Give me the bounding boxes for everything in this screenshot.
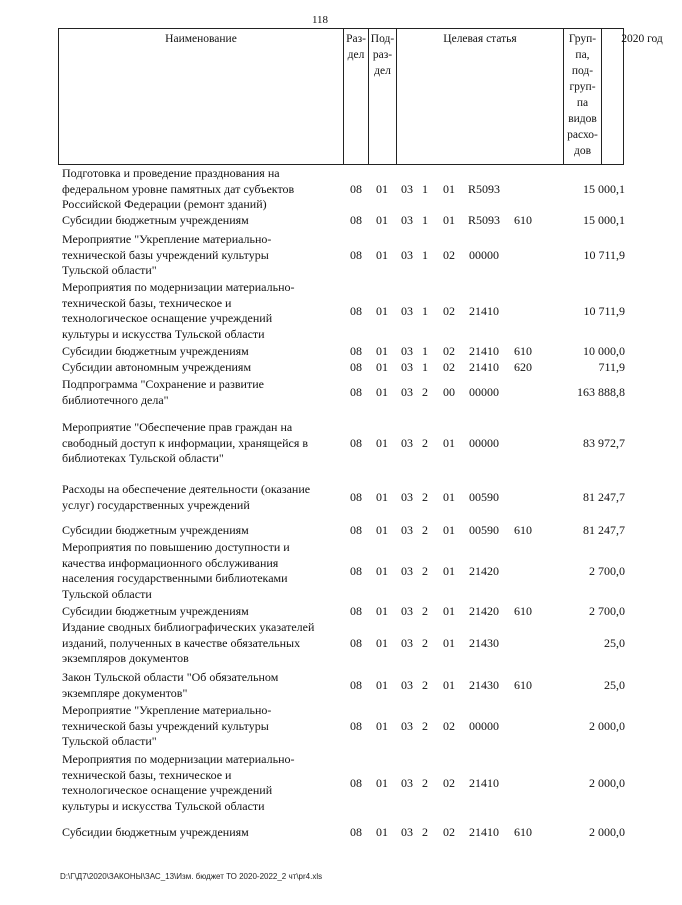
row-celevaya-4: 00000 [469, 436, 499, 450]
row-celevaya-1: 03 [401, 182, 413, 196]
row-podrazdel: 01 [376, 678, 388, 692]
row-name-line: технической базы учреждений культуры [62, 247, 269, 262]
row-podrazdel: 01 [376, 564, 388, 578]
row-celevaya-2: 2 [422, 490, 428, 504]
row-amount: 163 888,8 [577, 385, 625, 399]
header-celevaya: Целевая статья [397, 29, 564, 164]
header-year-label: 2020 год [621, 33, 663, 45]
row-celevaya-3: 01 [443, 436, 455, 450]
row-razdel: 08 [350, 604, 362, 618]
row-name [62, 344, 344, 360]
row-name [62, 166, 344, 213]
row-celevaya-2: 2 [422, 523, 428, 537]
row-name-line: населения государственными библиотеками [62, 571, 288, 586]
header-razdel-line: дел [347, 49, 365, 61]
header-gruppa-line: па [576, 97, 589, 109]
row-podrazdel: 01 [376, 248, 388, 262]
row-razdel: 08 [350, 436, 362, 450]
header-gruppa-line: па, [575, 49, 590, 61]
row-name [62, 540, 344, 602]
row-celevaya-3: 02 [443, 304, 455, 318]
row-celevaya-4: 21420 [469, 564, 499, 578]
row-name-line: Российской Федерации (ремонт зданий) [62, 197, 267, 212]
row-celevaya-1: 03 [401, 344, 413, 358]
row-celevaya-4: R5093 [467, 182, 500, 196]
row-celevaya-4: 00000 [469, 719, 499, 733]
row-name-line: технической базы, техническое и [62, 767, 232, 782]
row-celevaya-1: 03 [401, 213, 413, 227]
row-celevaya-4: 21430 [469, 678, 499, 692]
row-celevaya-2: 1 [422, 213, 428, 227]
row-gruppa: 620 [514, 360, 532, 374]
row-celevaya-3: 01 [443, 490, 455, 504]
row-name-line: Подготовка и проведение празднования на [62, 166, 280, 180]
row-celevaya-2: 1 [422, 344, 428, 358]
row-name-line: Мероприятие "Укрепление материально- [62, 703, 272, 717]
table-header [58, 28, 663, 165]
row-celevaya-2: 2 [422, 719, 428, 733]
row-celevaya-1: 03 [401, 436, 413, 450]
row-celevaya-2: 2 [422, 564, 428, 578]
row-name-line: услуг) государственных учреждений [62, 497, 250, 512]
row-name [62, 232, 344, 279]
row-name-line: Субсидии бюджетным учреждениям [62, 825, 249, 839]
row-name-line: Мероприятия по модернизации материально- [62, 280, 295, 294]
row-name-line: Закон Тульской области "Об обязательном [62, 670, 279, 684]
header-podrazdel-line: дел [374, 65, 391, 77]
row-celevaya-4: 21410 [469, 344, 499, 358]
row-name-line: Тульской области [62, 586, 152, 601]
row-amount: 711,9 [598, 360, 625, 374]
row-amount: 2 000,0 [589, 776, 625, 790]
row-celevaya-3: 02 [443, 776, 455, 790]
row-name-line: Расходы на обеспечение деятельности (оказание [62, 482, 311, 496]
row-razdel: 08 [350, 719, 362, 733]
row-celevaya-3: 01 [443, 213, 455, 227]
row-name-line: Субсидии бюджетным учреждениям [62, 604, 249, 618]
row-name-line: культуры и искусства Тульской области [62, 326, 265, 341]
row-name-line: библиотеках Тульской области" [62, 451, 224, 466]
row-name-line: технической базы учреждений культуры [62, 718, 269, 733]
row-razdel: 08 [350, 385, 362, 399]
row-name-line: технологическое оснащение учреждений [62, 783, 273, 798]
row-amount: 83 972,7 [583, 436, 625, 450]
row-celevaya-3: 01 [443, 523, 455, 537]
row-celevaya-3: 01 [443, 604, 455, 618]
row-name-line: культуры и искусства Тульской области [62, 798, 265, 813]
row-celevaya-2: 2 [422, 776, 428, 790]
row-name-line: библиотечного дела" [62, 392, 169, 407]
row-celevaya-1: 03 [401, 604, 413, 618]
row-celevaya-1: 03 [401, 719, 413, 733]
row-celevaya-1: 03 [401, 636, 413, 650]
row-name [62, 670, 344, 701]
row-podrazdel: 01 [376, 182, 388, 196]
header-razdel [344, 29, 369, 164]
row-amount: 81 247,7 [583, 523, 625, 537]
row-name [62, 360, 344, 376]
row-gruppa: 610 [514, 604, 532, 618]
row-celevaya-1: 03 [401, 385, 413, 399]
row-gruppa: 610 [514, 523, 532, 537]
row-name-line: федеральном уровне памятных дат субъектов [62, 181, 295, 196]
row-razdel: 08 [350, 248, 362, 262]
row-podrazdel: 01 [376, 523, 388, 537]
row-podrazdel: 01 [376, 825, 388, 839]
row-celevaya-2: 1 [422, 182, 428, 196]
header-gruppa [564, 29, 602, 164]
row-name-line: технологическое оснащение учреждений [62, 311, 273, 326]
row-celevaya-3: 02 [443, 825, 455, 839]
row-razdel: 08 [350, 678, 362, 692]
row-podrazdel: 01 [376, 213, 388, 227]
header-gruppa-line: дов [573, 145, 592, 157]
row-razdel: 08 [350, 523, 362, 537]
row-gruppa: 610 [514, 678, 532, 692]
row-name-line: Субсидии автономным учреждениям [62, 360, 252, 374]
row-celevaya-1: 03 [401, 678, 413, 692]
row-name-line: Тульской области" [62, 263, 157, 278]
row-name-line: Субсидии бюджетным учреждениям [62, 523, 249, 537]
header-gruppa-line: Груп- [568, 33, 597, 45]
row-podrazdel: 01 [376, 344, 388, 358]
row-celevaya-2: 2 [422, 604, 428, 618]
row-amount: 2 700,0 [589, 604, 625, 618]
file-path-footer: D:\Г\Д7\2020\ЗАКОНЫ\ЗАС_13\Изм. бюджет ТО 2020-2022_2 чт\pr4.xls [60, 872, 323, 881]
row-celevaya-2: 2 [422, 678, 428, 692]
row-podrazdel: 01 [376, 604, 388, 618]
header-podrazdel [369, 29, 397, 164]
row-celevaya-4: 21430 [469, 636, 499, 650]
row-amount: 10 711,9 [583, 304, 625, 318]
row-celevaya-1: 03 [401, 523, 413, 537]
row-celevaya-2: 2 [422, 636, 428, 650]
row-razdel: 08 [350, 776, 362, 790]
row-name-line: Субсидии бюджетным учреждениям [62, 344, 249, 358]
row-name [62, 377, 344, 408]
row-name-line: экземпляров документов [62, 651, 189, 666]
row-name-line: Тульской области" [62, 734, 157, 749]
row-celevaya-1: 03 [401, 248, 413, 262]
row-celevaya-3: 00 [443, 385, 455, 399]
row-podrazdel: 01 [376, 719, 388, 733]
row-gruppa: 610 [514, 344, 532, 358]
row-gruppa: 610 [514, 213, 532, 227]
row-name [62, 523, 344, 539]
row-podrazdel: 01 [376, 360, 388, 374]
header-gruppa-line: расхо- [567, 129, 598, 141]
row-razdel: 08 [350, 636, 362, 650]
row-podrazdel: 01 [376, 385, 388, 399]
header-podrazdel-line: Под- [370, 33, 395, 45]
row-amount: 10 000,0 [583, 344, 625, 358]
row-amount: 2 700,0 [589, 564, 625, 578]
header-podrazdel-line: раз- [372, 49, 393, 61]
row-razdel: 08 [350, 304, 362, 318]
row-celevaya-3: 02 [443, 719, 455, 733]
row-celevaya-3: 02 [443, 248, 455, 262]
row-celevaya-1: 03 [401, 490, 413, 504]
row-name [62, 482, 344, 513]
row-celevaya-4: 21410 [469, 776, 499, 790]
row-celevaya-3: 01 [443, 678, 455, 692]
row-celevaya-3: 01 [443, 564, 455, 578]
row-celevaya-2: 1 [422, 360, 428, 374]
row-celevaya-2: 1 [422, 304, 428, 318]
row-celevaya-4: 21410 [469, 825, 499, 839]
row-amount: 10 711,9 [583, 248, 625, 262]
header-razdel-line: Раз- [346, 33, 366, 45]
row-name-line: Мероприятия по повышению доступности и [62, 540, 290, 554]
row-amount: 15 000,1 [583, 213, 625, 227]
row-celevaya-2: 2 [422, 385, 428, 399]
header-gruppa-line: под- [571, 65, 594, 77]
row-name [62, 703, 344, 750]
row-name [62, 280, 344, 342]
row-razdel: 08 [350, 182, 362, 196]
row-name-line: изданий, полученных в качестве обязательных [62, 635, 301, 650]
row-razdel: 08 [350, 564, 362, 578]
row-celevaya-3: 02 [443, 360, 455, 374]
row-name-line: Мероприятия по модернизации материально- [62, 752, 295, 766]
page-number: 118 [311, 14, 329, 26]
row-celevaya-4: 00590 [469, 523, 499, 537]
row-name-line: Мероприятие "Укрепление материально- [62, 232, 272, 246]
row-name [62, 420, 344, 467]
header-year [602, 29, 682, 164]
row-name-line: свободный доступ к информации, хранящейся в [62, 435, 309, 450]
row-podrazdel: 01 [376, 490, 388, 504]
row-amount: 81 247,7 [583, 490, 625, 504]
row-gruppa: 610 [514, 825, 532, 839]
header-gruppa-line: видов [568, 113, 597, 125]
row-amount: 2 000,0 [589, 825, 625, 839]
row-amount: 25,0 [604, 636, 625, 650]
row-razdel: 08 [350, 490, 362, 504]
row-name-line: экземпляре документов" [62, 685, 188, 700]
row-celevaya-4: 00000 [469, 248, 499, 262]
row-celevaya-1: 03 [401, 776, 413, 790]
row-name [62, 752, 344, 814]
row-razdel: 08 [350, 213, 362, 227]
row-name-line: качества информационного обслуживания [62, 555, 279, 570]
row-celevaya-2: 2 [422, 825, 428, 839]
row-celevaya-2: 2 [422, 436, 428, 450]
row-celevaya-2: 1 [422, 248, 428, 262]
row-celevaya-4: 21410 [469, 360, 499, 374]
row-celevaya-1: 03 [401, 304, 413, 318]
header-gruppa-line: груп- [569, 81, 596, 93]
row-razdel: 08 [350, 360, 362, 374]
header-name: Наименование [59, 29, 344, 164]
row-name [62, 213, 344, 229]
row-name-line: Субсидии бюджетным учреждениям [62, 213, 249, 227]
row-name-line: Издание сводных библиографических указателей [62, 620, 315, 634]
row-celevaya-1: 03 [401, 360, 413, 374]
row-celevaya-4: 00590 [469, 490, 499, 504]
row-podrazdel: 01 [376, 636, 388, 650]
row-celevaya-3: 02 [443, 344, 455, 358]
row-podrazdel: 01 [376, 436, 388, 450]
row-amount: 2 000,0 [589, 719, 625, 733]
row-name-line: Подпрограмма "Сохранение и развитие [62, 377, 264, 391]
row-celevaya-4: 00000 [469, 385, 499, 399]
row-celevaya-4: R5093 [467, 213, 500, 227]
row-razdel: 08 [350, 825, 362, 839]
row-name-line: технической базы, техническое и [62, 295, 232, 310]
row-celevaya-3: 01 [443, 182, 455, 196]
row-celevaya-3: 01 [443, 636, 455, 650]
row-celevaya-4: 21420 [469, 604, 499, 618]
row-name [62, 604, 344, 620]
row-amount: 25,0 [604, 678, 625, 692]
row-podrazdel: 01 [376, 776, 388, 790]
row-podrazdel: 01 [376, 304, 388, 318]
row-name [62, 620, 344, 667]
row-name [62, 825, 344, 841]
row-amount: 15 000,1 [583, 182, 625, 196]
row-celevaya-4: 21410 [469, 304, 499, 318]
row-celevaya-1: 03 [401, 564, 413, 578]
row-celevaya-1: 03 [401, 825, 413, 839]
row-razdel: 08 [350, 344, 362, 358]
row-name-line: Мероприятие "Обеспечение прав граждан на [62, 420, 293, 434]
